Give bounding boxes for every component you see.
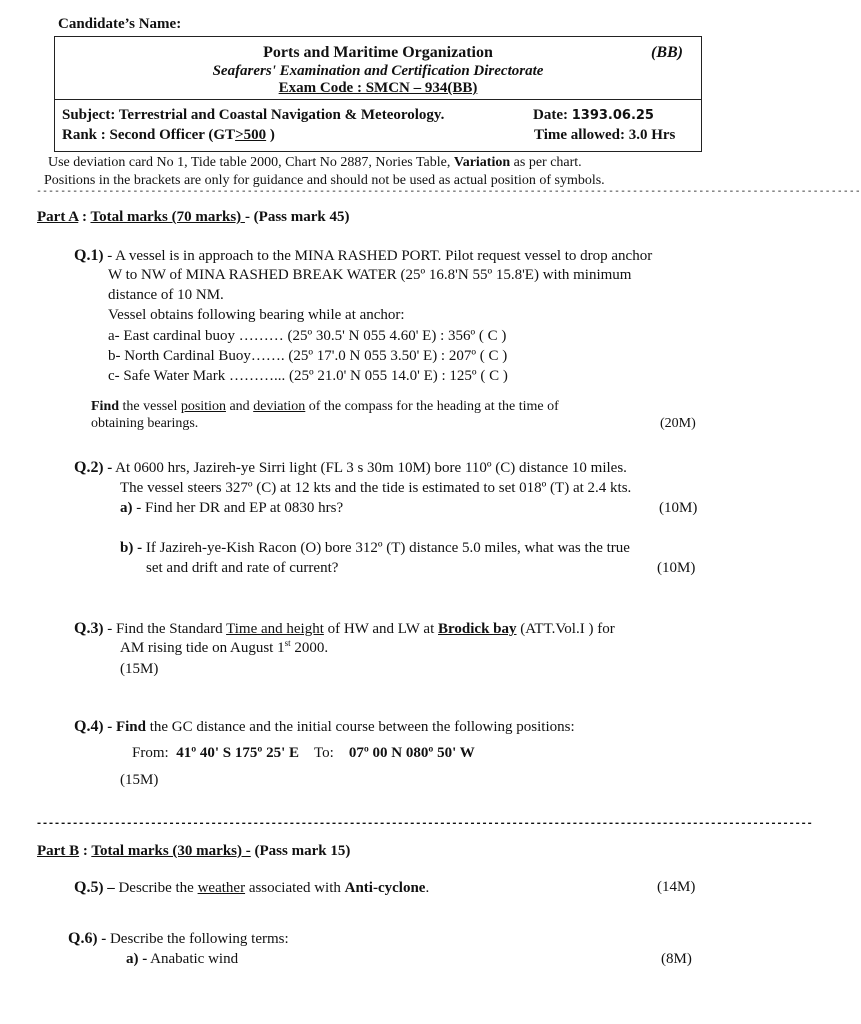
q2-a-label: a): [120, 500, 133, 516]
instructions-text-end: as per chart.: [510, 155, 582, 170]
q5-text-mid: associated with: [245, 880, 345, 896]
part-b-colon: :: [79, 843, 92, 859]
q3-paren: ): [98, 621, 104, 637]
q1-deviation: deviation: [253, 399, 306, 414]
q2-part-b-line-2: set and drift and rate of current?: [146, 560, 339, 576]
q1-bearing-b: b- North Cardinal Buoy……. (25º 17'.0 N 055 3.50' E) : 207º ( C ): [108, 348, 508, 364]
q3-text-mid: of HW and LW at: [323, 621, 439, 637]
q5-text: Describe the: [114, 880, 198, 896]
q1-find-line-1: [91, 399, 559, 415]
organization-title: Ports and Maritime Organization: [263, 44, 493, 61]
part-b-label: Part B: [37, 843, 80, 859]
section-separator-middle: ---------------------------------------------------------------------------------------------------------------------------------: [36, 818, 813, 829]
q6-part-a: [126, 951, 238, 968]
exam-code: Exam Code : SMCN – 934(BB): [278, 80, 478, 96]
rank-tonnage: >500: [235, 127, 267, 143]
q3-text: - Find the Standard: [103, 621, 227, 637]
q4-paren: ) -: [98, 719, 113, 735]
q3-place: Brodick bay: [438, 621, 517, 637]
q1-line-2: W to NW of MINA RASHED BREAK WATER (25º 16.8'N 55º 15.8'E) with minimum: [108, 267, 632, 283]
q6-paren: ) -: [92, 931, 107, 947]
rank-label: Rank: [62, 127, 98, 143]
q1-bearing-a: a- East cardinal buoy ……… (25º 30.5' N 055 4.60' E) : 356º ( C ): [108, 328, 507, 344]
part-a-colon: :: [78, 209, 91, 225]
q2-paren: ) -: [98, 460, 113, 476]
q4-from-label: From:: [132, 745, 169, 761]
q1-find-text: the vessel: [119, 399, 181, 414]
date-label: Date:: [533, 107, 568, 123]
q1-paren: ): [98, 248, 104, 264]
subject-line: Subject: Terrestrial and Coastal Navigation & Meteorology.: [62, 107, 445, 123]
part-a-heading: [37, 209, 350, 226]
q5-marks: (14M): [657, 879, 696, 895]
q5-term: Anti-cyclone: [344, 880, 426, 896]
q1-marks: (20M): [660, 416, 696, 431]
q2-number: Q.2: [74, 459, 99, 476]
q6-a-marks: (8M): [661, 951, 692, 967]
q1-number: Q.1: [74, 247, 99, 264]
q1-line-1: [74, 247, 652, 265]
q3-text-end: (ATT.Vol.I ) for: [516, 621, 615, 637]
q1-position: position: [180, 399, 226, 414]
q2-a-text: - Find her DR and EP at 0830 hrs?: [132, 500, 344, 516]
exam-date: [533, 107, 654, 124]
q3-line2-end: 2000.: [290, 640, 329, 656]
instructions-variation: Variation: [453, 155, 511, 170]
q6-line-1: [68, 930, 289, 948]
date-value: 1393.06.25: [571, 108, 654, 123]
q4-text: the GC distance and the initial course between the following positions:: [145, 719, 575, 735]
q2-b-text: If Jazireh-ye-Kish Racon (O) bore 312º (T) distance 5.0 miles, what was the true: [142, 540, 630, 556]
q2-text: At 0600 hrs, Jazireh-ye Sirri light (FL 3 s 30m 10M) bore 110º (C) distance 10 miles.: [112, 460, 627, 476]
header-divider: [54, 99, 702, 100]
part-b-heading: [37, 843, 350, 860]
instructions-text: Use deviation card No 1, Tide table 2000, Chart No 2887, Nories Table,: [48, 155, 454, 170]
exam-code-tag: (BB): [651, 44, 683, 61]
q1-line-3: distance of 10 NM.: [108, 287, 224, 303]
time-allowed: Time allowed: 3.0 Hrs: [534, 127, 676, 143]
q2-part-b: [120, 540, 630, 557]
q4-from-value: 41º 40' S 175º 25' E: [176, 745, 300, 761]
q4-line-1: [74, 718, 575, 736]
q3-line2-sup: st: [284, 638, 291, 648]
q2-line-2: The vessel steers 327º (C) at 12 kts and the tide is estimated to set 018º (T) at 2.4 kts.: [120, 480, 632, 496]
q4-to-label: To:: [314, 745, 334, 761]
q2-b-label: b) -: [120, 540, 143, 556]
q4-positions: [132, 745, 475, 762]
q4-find-keyword: Find: [112, 719, 146, 735]
q6-number: Q.6: [68, 930, 93, 947]
q5-number: Q.5: [74, 879, 99, 896]
q6-a-label: a) -: [126, 951, 148, 967]
q4-number: Q.4: [74, 718, 99, 735]
q2-line-1: [74, 459, 627, 477]
q2-part-a: [120, 500, 343, 517]
q1-line-4: Vessel obtains following bearing while at anchor:: [108, 307, 405, 323]
instructions-line-2: Positions in the brackets are only for guidance and should not be used as actual position of symbols.: [44, 173, 605, 188]
q1-bearing-c: c- Safe Water Mark ………... (25º 21.0' N 055 14.0' E) : 125º ( C ): [108, 368, 508, 384]
section-separator-top: -----------------------------------------------------------------------------------------------------------------------------------------: [36, 186, 861, 197]
q1-find-line-2: obtaining bearings.: [91, 416, 199, 431]
rank-tail: ): [266, 127, 275, 143]
q5-line-1: [74, 879, 429, 897]
q5-paren: ) –: [98, 880, 115, 896]
part-a-total: Total marks (70 marks): [90, 209, 245, 225]
q6-a-text: Anabatic wind: [147, 951, 239, 967]
q3-time-height: Time and height: [226, 621, 324, 637]
q5-text-end: .: [425, 880, 430, 896]
q3-line-2: [120, 640, 328, 657]
q5-weather: weather: [197, 880, 246, 896]
rank-value: : Second Officer (GT: [100, 127, 236, 143]
q1-and: and: [225, 399, 254, 414]
part-b-pass: (Pass mark 15): [250, 843, 351, 859]
q3-number: Q.3: [74, 620, 99, 637]
q2-b-marks: (10M): [657, 560, 696, 576]
q1-find-keyword: Find: [91, 399, 120, 414]
q3-line-1: [74, 620, 615, 638]
q1-find-text-end: of the compass for the heading at the time of: [305, 399, 559, 414]
q4-marks: (15M): [120, 772, 159, 788]
q6-text: Describe the following terms:: [106, 931, 289, 947]
q1-text: - A vessel is in approach to the MINA RASHED PORT. Pilot request vessel to drop anchor: [103, 248, 653, 264]
part-a-label: Part A: [37, 209, 79, 225]
q3-line2-text: AM rising tide on August 1: [120, 640, 285, 656]
q4-to-value: 07º 00 N 080º 50' W: [348, 745, 475, 761]
directorate-title: Seafarers' Examination and Certification Directorate: [212, 63, 544, 79]
q3-marks: (15M): [120, 661, 159, 677]
part-a-pass: - (Pass mark 45): [244, 209, 350, 225]
rank-line: [62, 127, 275, 144]
candidate-name-label: Candidate’s Name:: [58, 16, 182, 32]
q2-a-marks: (10M): [659, 500, 698, 516]
part-b-total: Total marks (30 marks) -: [91, 843, 251, 859]
instructions-line-1: [48, 155, 582, 171]
